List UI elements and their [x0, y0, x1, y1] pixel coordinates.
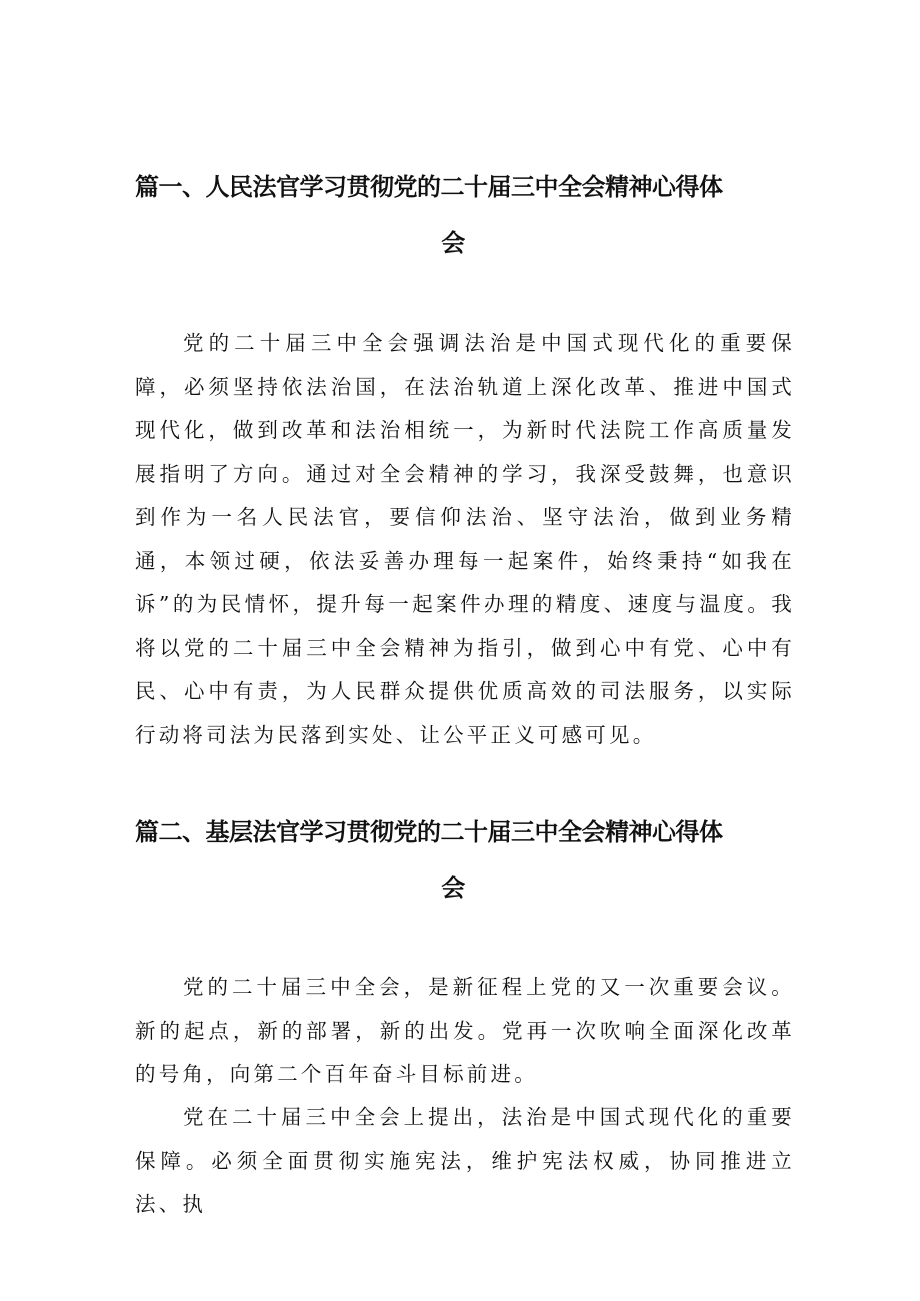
- section-2-title-line-2: 会: [441, 874, 465, 902]
- section-2-paragraph-1: 党的二十届三中全会，是新征程上党的又一次重要会议。新的起点，新的部署，新的出发。党再一次吹响全面深化改革的号角，向第二个百年奋斗目标前进。: [135, 975, 795, 1086]
- section-2-title-line-1: 篇二、基层法官学习贯彻党的二十届三中全会精神心得体: [135, 818, 723, 846]
- section-1-title-line-2: 会: [441, 229, 465, 257]
- section-1-title-line-1: 篇一、人民法官学习贯彻党的二十届三中全会精神心得体: [135, 173, 723, 201]
- section-2-paragraph-2: 党在二十届三中全会上提出，法治是中国式现代化的重要保障。必须全面贯彻实施宪法，维护宪法权威，协同推进立法、执: [135, 1105, 795, 1216]
- section-1-paragraph-1: 党的二十届三中全会强调法治是中国式现代化的重要保障，必须坚持依法治国，在法治轨道上深化改革、推进中国式现代化，做到改革和法治相统一，为新时代法院工作高质量发展指明了方向。通过对全会精神的学习，我深受鼓舞，也意识到作为一名人民法官，要信仰法治、坚守法治，做到业务精通，本领过硬，依法妥善办理每一起案件，始终秉持“如我在诉”的为民情怀，提升每一起案件办理的精度、速度与温度。我将以党的二十届三中全会精神为指引，做到心中有党、心中有民、心中有责，为人民群众提供优质高效的司法服务，以实际行动将司法为民落到实处、让公平正义可感可见。: [135, 331, 795, 747]
